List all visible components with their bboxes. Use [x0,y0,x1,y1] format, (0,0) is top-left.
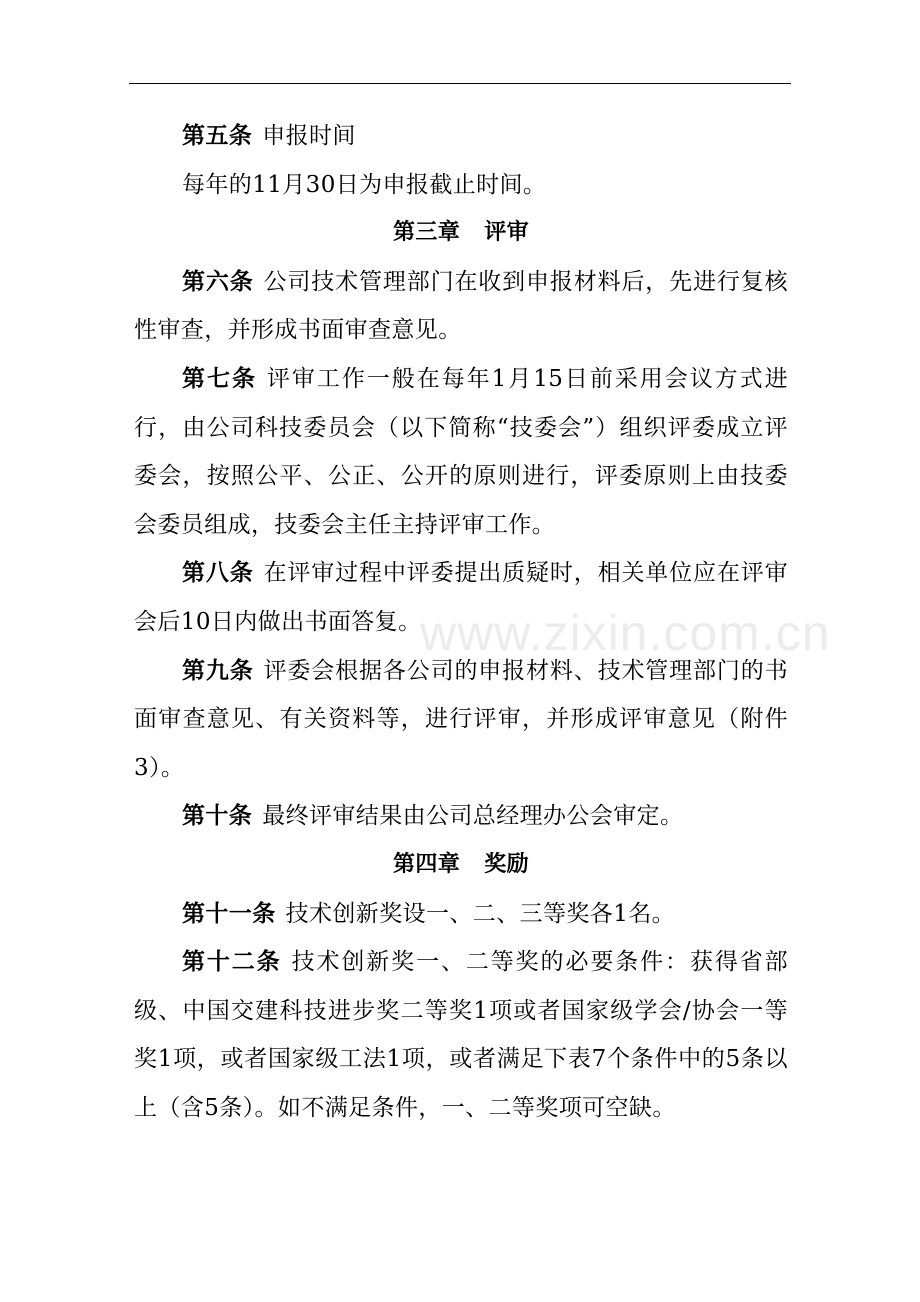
article-text: 公司技术管理部门在收到申报材料后，先进行复核性审查，并形成书面审查意见。 [134,268,788,344]
article-label: 第十二条 [182,949,282,976]
article-7 [134,355,788,549]
article-6 [134,258,788,355]
article-label: 第五条 [182,123,253,149]
watermark: www.zixin.com.cn [420,605,831,661]
article-10 [134,792,788,841]
article-5 [134,112,788,161]
article-12 [134,938,788,1132]
article-text: 评审工作一般在每年1月15日前采用会议方式进行，由公司科技委员会（以下简称“技委会”）组织评委成立评委会，按照公平、公正、公开的原则进行，评委原则上由技委会委员组成，技委会主任主持评审工作。 [134,365,789,538]
chapter-number: 第四章 [392,851,461,877]
document-body [134,112,788,1132]
article-text: 申报时间 [262,123,356,149]
article-label: 第十条 [182,803,253,830]
chapter-4-heading [134,841,788,890]
article-text: 最终评审结果由公司总经理办公会审定。 [262,803,684,830]
article-label: 第九条 [182,657,254,684]
header-rule [129,83,791,84]
article-5-body: 每年的11月30日为申报截止时间。 [182,171,547,198]
chapter-title: 奖励 [484,851,529,877]
article-9 [134,647,788,793]
article-label: 第七条 [182,365,257,392]
article-8 [134,549,788,646]
chapter-title: 评审 [484,220,529,246]
chapter-3-heading [134,209,788,258]
chapter-number: 第三章 [392,220,461,246]
article-text: 评委会根据各公司的申报材料、技术管理部门的书面审查意见、有关资料等，进行评审，并形成评审意见（附件3）。 [134,657,788,781]
article-label: 第八条 [182,560,254,587]
article-text: 在评审过程中评委提出质疑时，相关单位应在评审会后10日内做出书面答复。 [134,560,788,635]
article-label: 第十一条 [182,900,276,927]
article-text: 技术创新奖设一、二、三等奖各1名。 [285,900,676,927]
article-text: 技术创新奖一、二等奖的必要条件：获得省部级、中国交建科技进步奖二等奖1项或者国家级学会/协会一等奖1项，或者国家级工法1项，或者满足下表7个条件中的5条以上（含5条）。如不满足条件，一、二等奖项可空缺。 [134,949,789,1121]
article-label: 第六条 [182,268,254,295]
article-11 [134,890,788,939]
